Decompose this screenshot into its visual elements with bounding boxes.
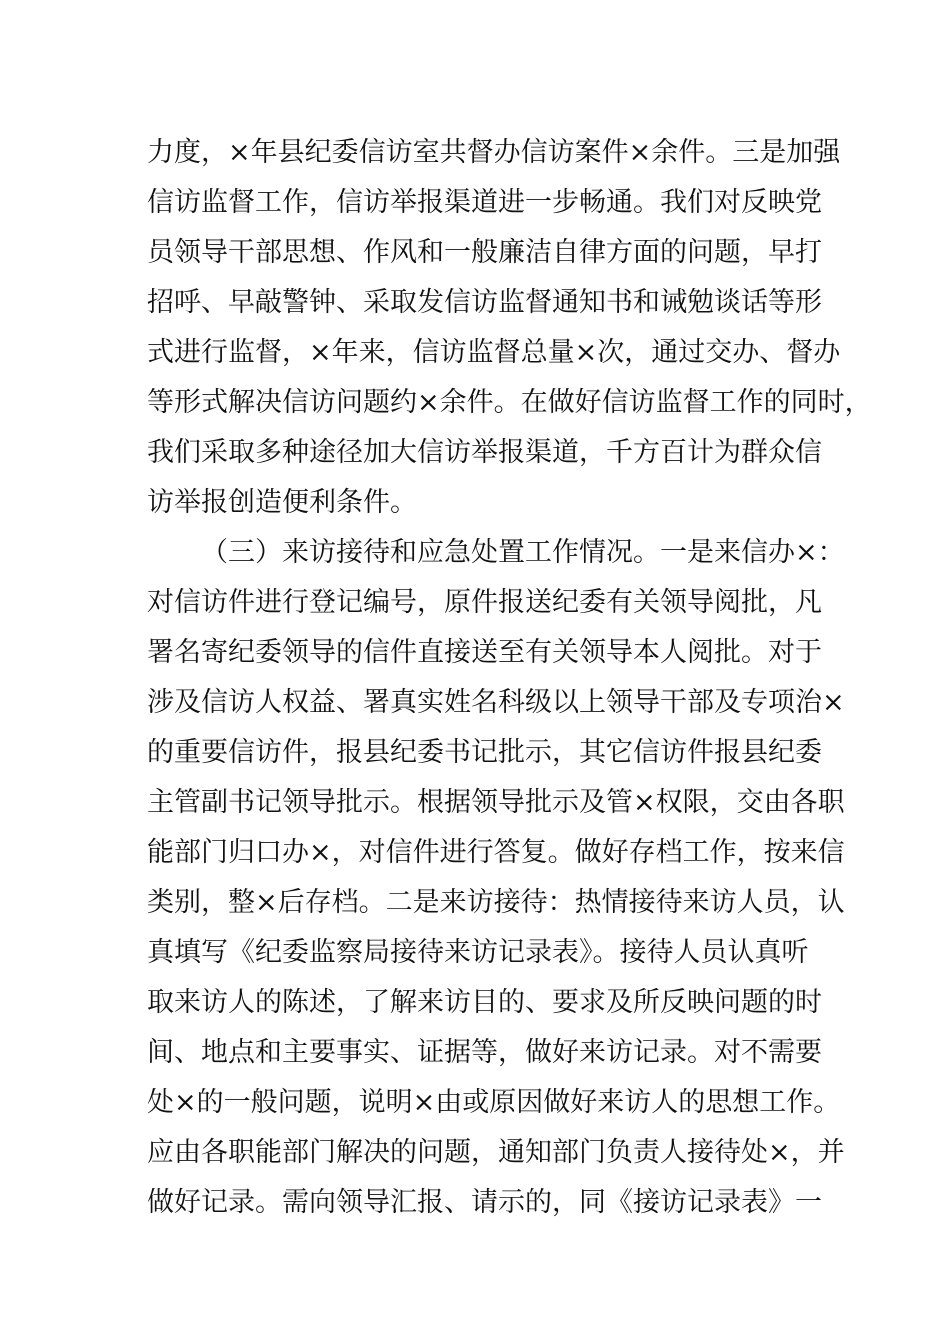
paragraph-2-line-7: 能部门归口办×，对信件进行答复。做好存档工作，按来信 xyxy=(147,837,845,868)
paragraph-2-line-3: 署名寄纪委领导的信件直接送至有关领导本人阅批。对于 xyxy=(147,637,822,668)
paragraph-2-line-1: （三）来访接待和应急处置工作情况。一是来信办×： xyxy=(201,537,845,568)
paragraph-2-line-5: 的重要信访件，报县纪委书记批示，其它信访件报县纪委 xyxy=(147,737,822,768)
paragraph-1-line-8: 访举报创造便利条件。 xyxy=(147,487,417,518)
paragraph-2-line-2: 对信访件进行登记编号，原件报送纪委有关领导阅批，凡 xyxy=(147,587,822,618)
paragraph-2-line-13: 应由各职能部门解决的问题，通知部门负责人接待处×，并 xyxy=(147,1137,845,1168)
paragraph-1-line-4: 招呼、早敲警钟、采取发信访监督通知书和诫勉谈话等形 xyxy=(147,287,822,318)
paragraph-2-line-8: 类别，整×后存档。二是来访接待：热情接待来访人员，认 xyxy=(147,887,845,918)
paragraph-1-line-1: 力度，×年县纪委信访室共督办信访案件×余件。三是加强 xyxy=(147,137,841,168)
paragraph-2-line-12: 处×的一般问题，说明×由或原因做好来访人的思想工作。 xyxy=(147,1087,841,1118)
paragraph-2-line-9: 真填写《纪委监察局接待来访记录表》。接待人员认真听 xyxy=(147,937,809,968)
paragraph-1-line-7: 我们采取多种途径加大信访举报渠道，千方百计为群众信 xyxy=(147,437,822,468)
paragraph-1-line-6: 等形式解决信访问题约×余件。在做好信访监督工作的同时， xyxy=(147,387,872,418)
paragraph-1-line-5: 式进行监督，×年来，信访监督总量×次，通过交办、督办 xyxy=(147,337,841,368)
paragraph-2-line-6: 主管副书记领导批示。根据领导批示及管×权限，交由各职 xyxy=(147,787,845,818)
paragraph-1-line-2: 信访监督工作，信访举报渠道进一步畅通。我们对反映党 xyxy=(147,187,822,218)
body-text xyxy=(147,128,872,1228)
paragraph-2-line-11: 间、地点和主要事实、证据等，做好来访记录。对不需要 xyxy=(147,1037,822,1068)
paragraph-2-line-14: 做好记录。需向领导汇报、请示的，同《接访记录表》一 xyxy=(147,1187,822,1218)
paragraph-1-line-3: 员领导干部思想、作风和一般廉洁自律方面的问题，早打 xyxy=(147,237,822,268)
paragraph-2-line-4: 涉及信访人权益、署真实姓名科级以上领导干部及专项治× xyxy=(147,687,845,718)
paragraph-2-line-10: 取来访人的陈述，了解来访目的、要求及所反映问题的时 xyxy=(147,987,822,1018)
